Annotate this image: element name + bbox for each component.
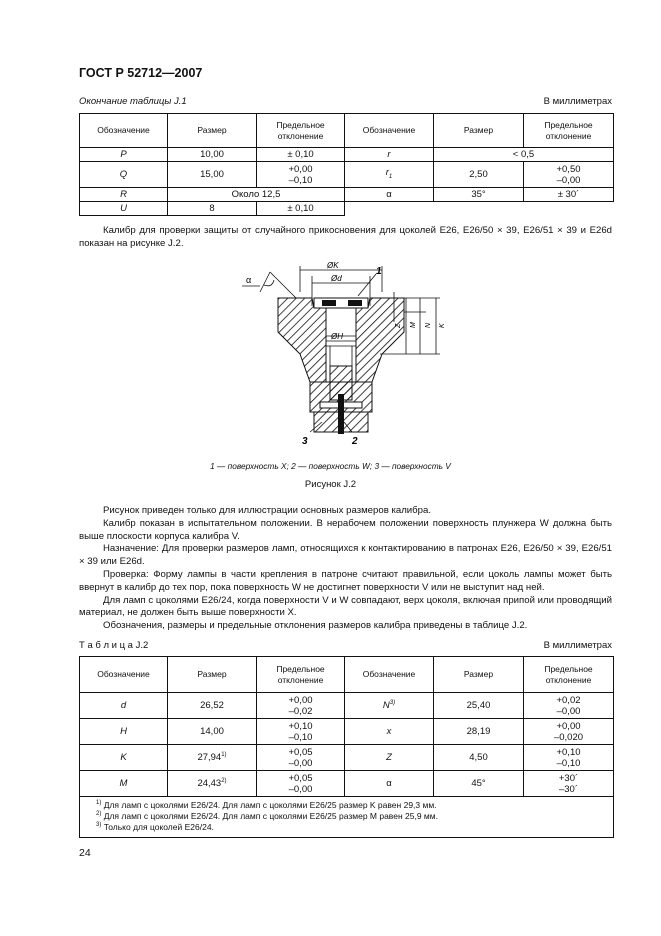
label-n: N <box>425 322 432 328</box>
table-header-row <box>80 114 614 148</box>
table-cell: 35° <box>434 188 524 202</box>
table-cell: x <box>345 719 434 745</box>
table-cell: +0,10 –0,10 <box>524 745 614 771</box>
table-cell: +30´ –30´ <box>524 771 614 797</box>
table-cell: +0,00 –0,10 <box>257 162 345 188</box>
figure-legend: 1 — поверхность X; 2 — поверхность W; 3 — поверхность V <box>210 461 451 471</box>
table-row <box>80 202 614 216</box>
document-header: ГОСТ Р 52712—2007 <box>79 66 203 80</box>
table-cell: r <box>345 148 434 162</box>
table2-caption: Т а б л и ц а J.2 <box>79 640 149 651</box>
table-row <box>80 162 614 188</box>
callout-3: 3 <box>302 436 308 447</box>
table-row <box>80 719 614 745</box>
table1-caption: Окончание таблицы J.1 <box>79 96 187 107</box>
table-cell: P <box>80 148 168 162</box>
table-cell: +0,00 –0,020 <box>524 719 614 745</box>
table-cell: $N^{3)}$ <box>345 693 434 719</box>
page-number: 24 <box>79 847 91 859</box>
table-cell: U <box>80 202 168 216</box>
table-cell: α <box>345 771 434 797</box>
table-row <box>80 771 614 797</box>
table-cell: 15,00 <box>168 162 257 188</box>
column-header: Предельное отклонение <box>257 114 345 148</box>
footnote: $^{1)}$ Для ламп с цоколями E26/24. Для ламп с цоколями E26/25 размер K равен 29,3 мм. <box>96 800 437 810</box>
table-cell: $r_1$ <box>345 162 434 188</box>
column-header: Размер <box>434 657 524 693</box>
table-cell: 25,40 <box>434 693 524 719</box>
footnote: $^{2)}$ Для ламп с цоколями E26/24. Для ламп с цоколями E26/25 размер M равен 25,9 мм. <box>96 811 438 821</box>
label-z: Z <box>395 323 402 328</box>
table-cell: Z <box>345 745 434 771</box>
table-cell: 4,50 <box>434 745 524 771</box>
label-alpha: α <box>246 275 252 285</box>
table-empty-cell <box>345 202 614 216</box>
paragraph: Проверка: Форму лампы в части крепления в патроне считают правильной, если цоколь лампы может быть ввернут в калибр до тех пор, пока поверхность W не достигнет поверхности V или не выступит над ней. <box>79 568 612 593</box>
table-cell: < 0,5 <box>434 148 614 162</box>
label-dh: ØH <box>331 332 343 341</box>
table-cell: +0,05 –0,00 <box>257 745 345 771</box>
table-cell: 24,43$^{2)}$ <box>168 771 257 797</box>
paragraph: Рисунок приведен только для иллюстрации основных размеров калибра. <box>103 505 431 516</box>
paragraph: Назначение: Для проверки размеров ламп, относящихся к контактированию в патронах E26, E26/50 × 39, E26/51 × 39 или E26d. <box>79 543 612 568</box>
paragraph: Калибр показан в испытательном положении. В нерабочем положении поверхность плунжера W должна быть выше плоскости корпуса калибра V. <box>79 517 612 542</box>
table-cell: Около 12,5 <box>168 188 345 202</box>
column-header: Обозначение <box>80 657 168 693</box>
column-header: Размер <box>168 114 257 148</box>
callout-2: 2 <box>352 436 358 447</box>
table-cell: 26,52 <box>168 693 257 719</box>
table1-units: В миллиметрах <box>543 96 612 107</box>
figure-title: Рисунок J.2 <box>304 479 357 490</box>
column-header: Размер <box>434 114 524 148</box>
table-j1 <box>79 113 614 216</box>
column-header: Предельное отклонение <box>524 657 614 693</box>
paragraph: Для ламп с цоколями E26/24, когда поверхности V и W совпадают, верх цоколя, включая припой или проводящий материал, не должен быть выше поверхности X. <box>79 594 612 619</box>
table-cell: +0,50 –0,00 <box>524 162 614 188</box>
column-header: Обозначение <box>345 657 434 693</box>
gauge-drawing <box>230 262 460 452</box>
table-header-row <box>80 657 614 693</box>
table-cell: ± 0,10 <box>257 202 345 216</box>
table-cell: M <box>80 771 168 797</box>
table-notes <box>80 797 614 838</box>
table-cell: Q <box>80 162 168 188</box>
table-cell: d <box>80 693 168 719</box>
table-j2 <box>79 656 614 838</box>
table-row <box>80 745 614 771</box>
table-cell: ± 30´ <box>524 188 614 202</box>
table-notes-row <box>80 797 614 838</box>
body-text <box>79 505 612 633</box>
column-header: Предельное отклонение <box>524 114 614 148</box>
table-cell: H <box>80 719 168 745</box>
footnote: $^{3)}$ Только для цоколей E26/24. <box>96 822 214 832</box>
table-cell: +0,10 –0,10 <box>257 719 345 745</box>
column-header: Размер <box>168 657 257 693</box>
table-cell: α <box>345 188 434 202</box>
table-row <box>80 188 614 202</box>
paragraph: Обозначения, размеры и предельные отклонения размеров калибра приведены в таблице J.2. <box>103 620 528 632</box>
table-cell: K <box>80 745 168 771</box>
label-k: K <box>439 323 446 328</box>
table2-units: В миллиметрах <box>543 640 612 651</box>
label-dk: ØK <box>327 262 339 270</box>
table-cell: 14,00 <box>168 719 257 745</box>
table-cell: R <box>80 188 168 202</box>
table-cell: +0,05 –0,00 <box>257 771 345 797</box>
table-cell: 10,00 <box>168 148 257 162</box>
table-row <box>80 148 614 162</box>
intro-paragraph: Калибр для проверки защиты от случайного прикосновения для цоколей E26, E26/50 × 39, E26/51 × 39 и E26d показан на рисунке J.2. <box>79 225 612 249</box>
table-cell: 28,19 <box>434 719 524 745</box>
table-row <box>80 693 614 719</box>
table-cell: 8 <box>168 202 257 216</box>
table-cell: 45° <box>434 771 524 797</box>
table-cell: +0,02 –0,00 <box>524 693 614 719</box>
column-header: Обозначение <box>80 114 168 148</box>
table-cell: 2,50 <box>434 162 524 188</box>
table-cell: ± 0,10 <box>257 148 345 162</box>
label-dd: Ød <box>331 274 342 283</box>
column-header: Предельное отклонение <box>257 657 345 693</box>
column-header: Обозначение <box>345 114 434 148</box>
callout-1: 1 <box>376 266 382 277</box>
table-cell: +0,00 –0,02 <box>257 693 345 719</box>
table-cell: 27,94$^{1)}$ <box>168 745 257 771</box>
label-m: M <box>410 322 417 328</box>
